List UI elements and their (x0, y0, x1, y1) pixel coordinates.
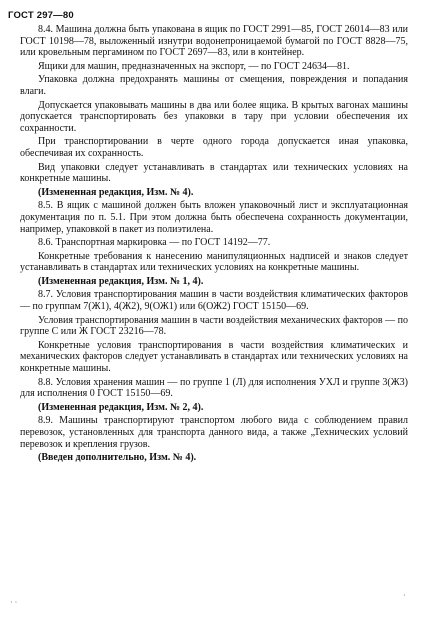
document-body (20, 24, 408, 466)
paragraph-export-boxes: Ящики для машин, предназначенных на экспорт, — по ГОСТ 24634—81. (38, 60, 350, 72)
paragraph-mechanical-factors: Условия транспортирования машин в части воздействия механических факторов — по группе С или Ж ГОСТ 23216—78. (20, 314, 408, 338)
amendment-note-1: (Измененная редакция, Изм. № 4). (38, 186, 194, 198)
paragraph-8-4: 8.4. Машина должна быть упакована в ящик по ГОСТ 2991—85, ГОСТ 26014—83 или ГОСТ 10198—78, выложенный изнутри водонепроницаемой бумагой по ГОСТ 8828—75, или кровельным пергамином по ГОСТ 2697—83, или в контейнер. (20, 24, 408, 59)
paragraph-packaging-type: Вид упаковки следует устанавливать в стандартах или технических условиях на конкретные машины. (20, 161, 408, 185)
paragraph-packaging-protection: Упаковка должна предохранять машины от смещения, повреждения и попадания влаги. (20, 74, 408, 97)
paragraph-multiple-boxes: Допускается упаковывать машины в два или более ящика. В крытых вагонах машины допускается транспортировать без упаковки в тару при условии обеспечения их сохранности. (20, 99, 408, 134)
paragraph-city-transport: При транспортировании в черте одного города допускается иная упаковка, обеспечивая их сохранность. (20, 136, 408, 159)
amendment-note-3: (Измененная редакция, Изм. № 2, 4). (38, 401, 204, 413)
paragraph-8-6: 8.6. Транспортная маркировка — по ГОСТ 14192—77. (38, 237, 271, 249)
amendment-note-4: (Введен дополнительно, Изм. № 4). (38, 452, 197, 464)
amendment-note-2: (Измененная редакция, Изм. № 1, 4). (38, 275, 204, 287)
page-header: ГОСТ 297—80 (8, 10, 74, 21)
paragraph-8-9: 8.9. Машины транспортируют транспортом любого вида с соблюдением правил перевозок, установленных для транспорта данного вида, а также „Технических условий перевозок и крепления грузов. (20, 415, 408, 450)
paragraph-8-7: 8.7. Условия транспортирования машин в части воздействия климатических факторов — по группам 7(Ж1), 4(Ж2), 9(ОЖ1) или 6(ОЖ2) ГОСТ 15150—69. (20, 289, 408, 313)
paragraph-8-8: 8.8. Условия хранения машин — по группе 1 (Л) для исполнения УХЛ и группе 3(Ж3) для исполнения 0 ГОСТ 15150—69. (20, 376, 408, 400)
paragraph-specific-conditions: Конкретные условия транспортирования в части воздействия климатических и механических факторов следует устанавливать в стандартах или технических условиях на конкретные машины. (20, 339, 408, 375)
scan-speck-left: · · (10, 598, 18, 607)
paragraph-8-5: 8.5. В ящик с машиной должен быть вложен упаковочный лист и эксплуатационная документация по п. 5.1. При этом должна быть обеспечена сохранность документации, например, упаковкой в пакет из полиэтилена. (20, 200, 408, 235)
paragraph-marking-requirements: Конкретные требования к нанесению манипуляционных надписей и знаков следует устанавливать в стандартах или технических условиях на конкретные машины. (20, 250, 408, 274)
scan-speck-right: · (403, 591, 406, 600)
